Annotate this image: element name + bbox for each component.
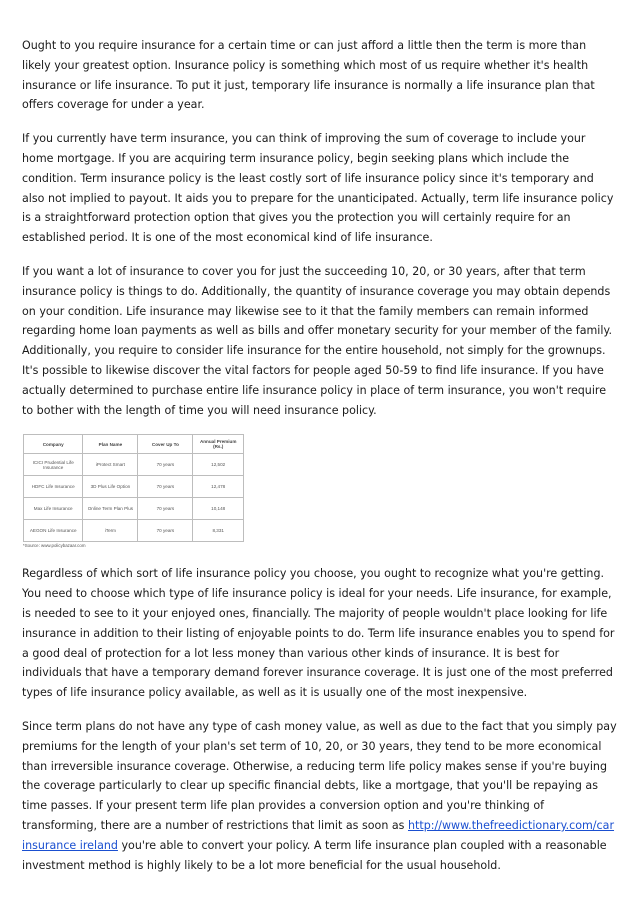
cell-plan-name: 3D Plus Life Option xyxy=(83,476,138,498)
paragraph-3: If you want a lot of insurance to cover you for just the succeeding 10, 20, or 30 years, after that term insurance policy is things to do. Additionally, the quantity of insurance coverage you may obtain depends on your condition. Life insurance may likewise see to it that the family members can remain informed regarding home loan payments as well as bills and offer monetary security for your member of the family. Additionally, you require to consider life insurance for the entire household, not simply for the grownups. It's possible to likewise discover the vital factors for people aged 50-59 to find life insurance. If you have actually determined to purchase entire life insurance policy in place of term insurance, you won't require to bother with the length of time you will need insurance policy. xyxy=(22,264,612,417)
paragraph-5 xyxy=(22,717,618,875)
cell-cover: 70 years xyxy=(138,520,193,542)
insurance-comparison-table xyxy=(23,434,244,542)
paragraph-4: Regardless of which sort of life insurance policy you choose, you ought to recognize what you're getting. You need to choose which type of life insurance policy is ideal for your needs. Life insurance, for example, is needed to see to it your enjoyed ones, financially. The majority of people wouldn't place looking for life insurance in addition to their listing of enjoyable points to do. Term life insurance enables you to spend for a good deal of protection for a lot less money than various other kinds of insurance. It is best for individuals that have a temporary demand forever insurance coverage. It is just one of the most preferred types of life insurance policy available, as well as it is usually one of the most inexpensive. xyxy=(22,567,615,700)
cell-plan-name: iProtect Smart xyxy=(83,454,138,476)
table-row xyxy=(24,476,244,498)
cell-company: AEGON Life Insurance xyxy=(24,520,83,542)
cell-premium: 12,478 xyxy=(193,476,244,498)
table-row xyxy=(24,454,244,476)
cell-premium: 8,331 xyxy=(193,520,244,542)
table-header-row xyxy=(24,435,244,454)
cell-plan-name: Online Term Plan Plus xyxy=(83,498,138,520)
paragraph-5-text-after: you're able to convert your policy. A term life insurance plan coupled with a reasonable investment method is highly likely to be a lot more beneficial for the usual household. xyxy=(22,838,607,872)
header-cover-up-to: Cover Up To xyxy=(138,435,193,454)
cell-company: ICICI Prudential Life Insurance xyxy=(24,454,83,476)
paragraph-5-text-before: Since term plans do not have any type of cash money value, as well as due to the fact that you simply pay premiums for the length of your plan's set term of 10, 20, or 30 years, they tend to be more economical than irreversible insurance coverage. Otherwise, a reducing term life policy makes sense if you're buying the coverage particularly to clear up specific financial debts, like a mortgage, that you'll be repaying as time passes. If your present term life plan provides a conversion option and you're thinking of transforming, there are a number of restrictions that limit as soon as xyxy=(22,719,617,832)
cell-plan-name: iTerm xyxy=(83,520,138,542)
paragraph-1: Ought to you require insurance for a certain time or can just afford a little then the term is more than likely your greatest option. Insurance policy is something which most of us require whether it's health insurance or life insurance. To put it just, temporary life insurance is normally a life insurance plan that offers coverage for under a year. xyxy=(22,39,595,112)
cell-premium: 12,502 xyxy=(193,454,244,476)
cell-cover: 70 years xyxy=(138,454,193,476)
table-source-note: *Source: www.policybazaar.com xyxy=(23,543,86,549)
paragraph-2: If you currently have term insurance, you can think of improving the sum of coverage to include your home mortgage. If you are acquiring term insurance policy, begin seeking plans which include the condition. Term insurance policy is the least costly sort of life insurance policy since it's temporary and also not implied to payout. It aids you to prepare for the unanticipated. Actually, term life insurance policy is a straightforward protection option that gives you the protection you will certainly require for an established period. It is one of the most economical kind of life insurance. xyxy=(22,132,614,245)
header-plan-name: Plan Name xyxy=(83,435,138,454)
cell-cover: 70 years xyxy=(138,498,193,520)
table-row xyxy=(24,520,244,542)
table-row xyxy=(24,498,244,520)
cell-premium: 10,148 xyxy=(193,498,244,520)
cell-company: Max Life Insurance xyxy=(24,498,83,520)
cell-cover: 70 years xyxy=(138,476,193,498)
cell-company: HDFC Life Insurance xyxy=(24,476,83,498)
insurance-link[interactable]: http://www.thefreedictionary.com/car insurance ireland xyxy=(22,818,615,852)
insurance-comparison-figure xyxy=(23,434,245,548)
header-annual-premium: Annual Premium (Rs.) xyxy=(193,435,244,454)
header-company: Company xyxy=(24,435,83,454)
document-body xyxy=(22,36,618,889)
